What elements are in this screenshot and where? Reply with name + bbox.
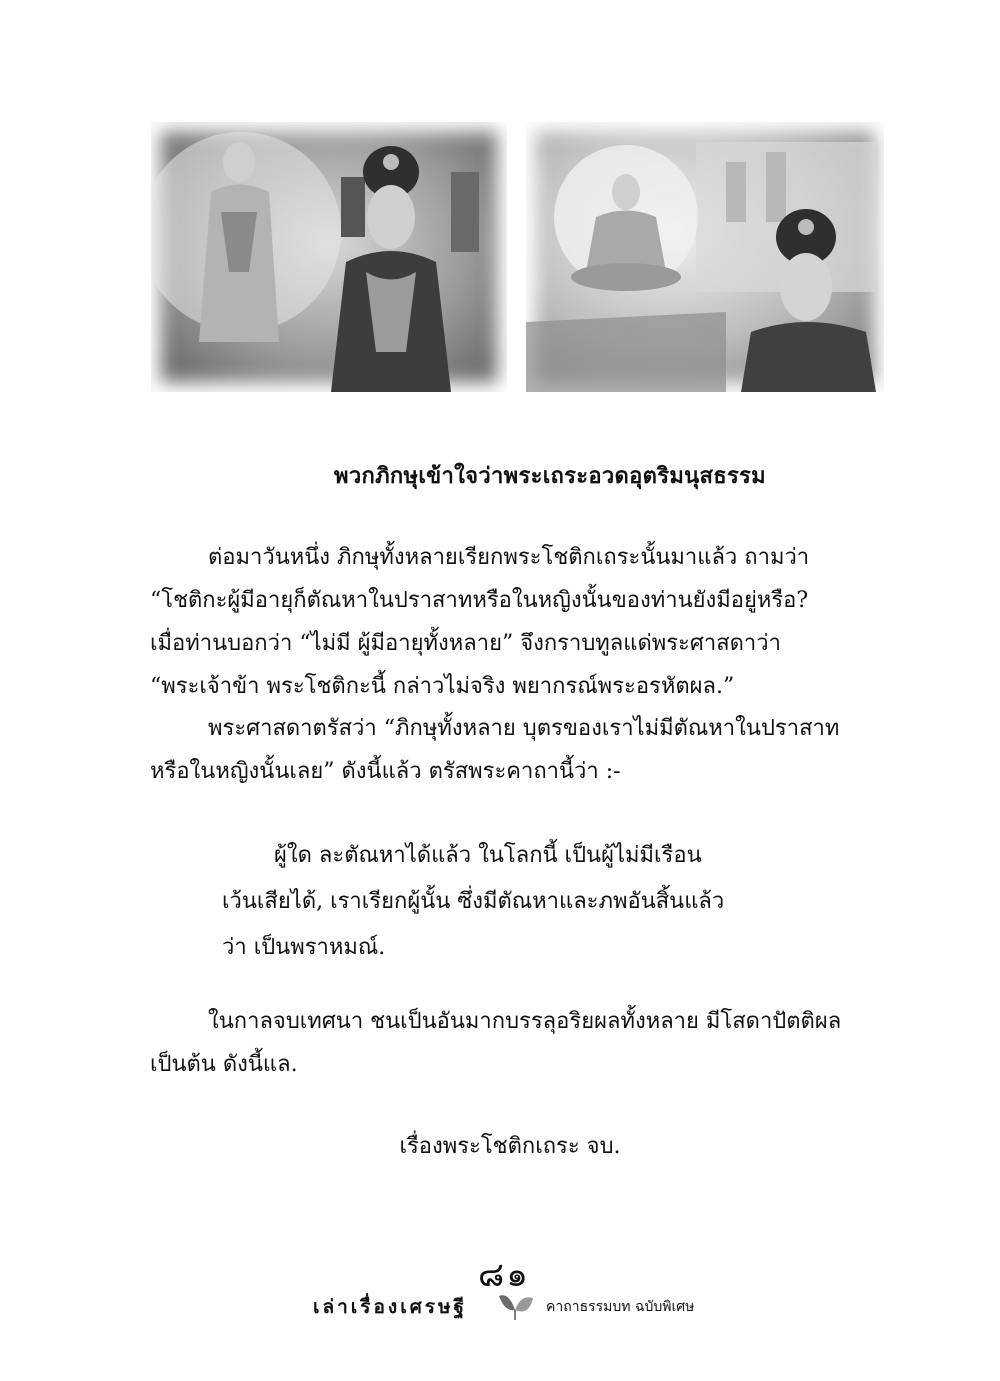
paragraph-2-line-1: พระศาสดาตรัสว่า “ภิกษุทั้งหลาย บุตรของเราไม่มีตัณหาในปราสาท <box>208 716 840 741</box>
paragraph-1-line-1: ต่อมาวันหนึ่ง ภิกษุทั้งหลายเรียกพระโชติกเถระนั้นมาแล้ว ถามว่า <box>208 545 810 570</box>
paragraph-3-line-2: เป็นต้น ดังนี้แล. <box>150 1052 298 1077</box>
paragraph-2 <box>150 707 890 793</box>
paragraph-1-line-3: เมื่อท่านบอกว่า “ไม่มี ผู้มีอายุทั้งหลาย” จึงกราบทูลแด่พระศาสดาว่า <box>150 631 781 656</box>
paragraph-3-line-1: ในกาลจบเทศนา ชนเป็นอันมากบรรลุอริยผลทั้งหลาย มีโสดาปัตติผล <box>208 1009 842 1034</box>
verse-line-3: ว่า เป็นพราหมณ์. <box>222 935 386 960</box>
illustration-monk-and-nobleman <box>151 122 507 392</box>
illustration-right-art <box>526 122 884 392</box>
illustration-meditating-monk-and-nobleman <box>526 122 884 392</box>
verse-block <box>222 833 822 971</box>
illustration-left-art <box>151 122 507 392</box>
paragraph-1 <box>150 536 890 708</box>
paragraph-1-line-2: “โชติกะผู้มีอายุก็ตัณหาในปราสาทหรือในหญิงนั้นของท่านยังมีอยู่หรือ? <box>150 588 809 613</box>
paragraph-2-line-2: หรือในหญิงนั้นเลย” ดังนี้แล้ว ตรัสพระคาถานี้ว่า :- <box>150 759 621 784</box>
footer-subtitle: คาถาธรรมบท ฉบับพิเศษ <box>546 1299 695 1315</box>
verse-line-2: เว้นเสียได้, เราเรียกผู้นั้น ซึ่งมีตัณหาและภพอันสิ้นแล้ว <box>222 889 725 914</box>
leaf-icon <box>495 1288 535 1322</box>
paragraph-1-line-4: “พระเจ้าข้า พระโชติกะนี้ กล่าวไม่จริง พยากรณ์พระอรหัตผล.” <box>150 674 735 699</box>
section-title: พวกภิกษุเข้าใจว่าพระเถระอวดอุตริมนุสธรรม <box>334 463 766 489</box>
page-number: ๘๑ <box>478 1255 530 1295</box>
paragraph-3 <box>150 1000 890 1086</box>
footer-book-title: เล่าเรื่องเศรษฐี <box>313 1296 467 1318</box>
story-end-line: เรื่องพระโชติกเถระ จบ. <box>399 1134 621 1159</box>
verse-line-1: ผู้ใด ละตัณหาได้แล้ว ในโลกนี้ เป็นผู้ไม่มีเรือน <box>274 843 702 868</box>
